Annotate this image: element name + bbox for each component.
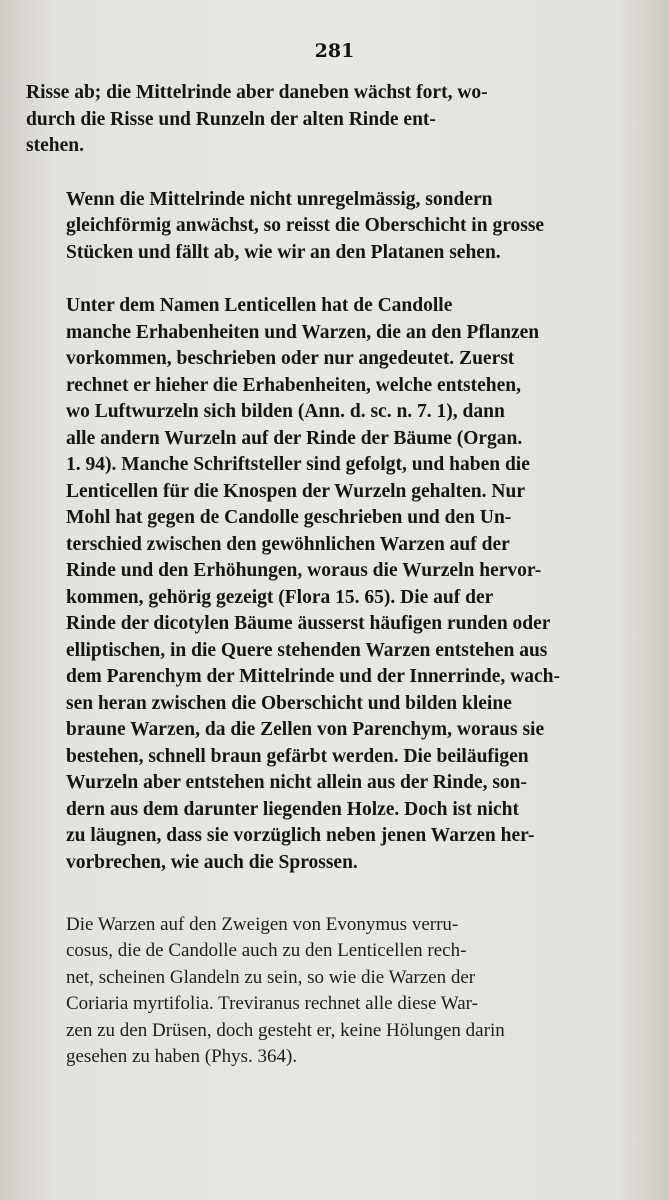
text-line: manche Erhabenheiten und Warzen, die an den Pflanzen (66, 321, 540, 343)
text-line: zen zu den Drüsen, doch gesteht er, keine Hölungen darin (66, 1019, 505, 1041)
text-line: Wurzeln aber entstehen nicht allein aus der Rinde, son- (66, 772, 527, 793)
text-line: cosus, die de Candolle auch zu den Lenticellen rech- (66, 940, 467, 962)
page-text (26, 80, 586, 1070)
text-line: Rinde und den Erhöhungen, woraus die Wurzeln hervor- (66, 560, 542, 581)
page-number: 281 (314, 40, 355, 62)
text-line: elliptischen, in die Quere stehenden Warzen entstehen aus (66, 639, 548, 661)
paragraph-3 (26, 293, 586, 876)
text-line: sen heran zwischen die Oberschicht und bilden kleine (66, 692, 512, 714)
text-line: wo Luftwurzeln sich bilden (Ann. d. sc. n. 7. 1), dann (66, 401, 505, 422)
text-line: net, scheinen Glandeln zu sein, so wie die Warzen der (66, 966, 476, 988)
text-line: Die Warzen auf den Zweigen von Evonymus verru- (66, 914, 459, 935)
text-line: dern aus dem darunter liegenden Holze. Doch ist nicht (66, 798, 520, 820)
text-line: dem Parenchym der Mittelrinde und der Innerrinde, wach- (66, 666, 560, 687)
text-line: terschied zwischen den gewöhnlichen Warzen auf der (66, 533, 510, 555)
text-line: Mohl hat gegen de Candolle geschrieben und den Un- (66, 507, 512, 528)
paragraph-1 (26, 80, 586, 160)
text-line: 1. 94). Manche Schriftsteller sind gefolgt, und haben die (66, 454, 530, 475)
text-line: bestehen, schnell braun gefärbt werden. Die beiläufigen (66, 745, 529, 767)
text-line: kommen, gehörig gezeigt (Flora 15. 65). Die auf der (66, 586, 494, 608)
text-line: vorkommen, beschrieben oder nur angedeutet. Zuerst (66, 348, 515, 369)
text-line: vorbrechen, wie auch die Sprossen. (66, 851, 358, 873)
text-line: Coriaria myrtifolia. Treviranus rechnet alle diese War- (66, 993, 478, 1015)
text-line: gesehen zu haben (Phys. 364). (66, 1046, 298, 1068)
text-line: durch die Risse und Runzeln der alten Rinde ent- (26, 108, 436, 130)
text-line: Rinde der dicotylen Bäume äusserst häufigen runden oder (66, 613, 551, 634)
paragraph-2 (26, 187, 586, 267)
text-line: Wenn die Mittelrinde nicht unregelmässig, sondern (66, 188, 493, 210)
text-line: Lenticellen für die Knospen der Wurzeln gehalten. Nur (66, 480, 525, 502)
text-line: stehen. (26, 135, 84, 156)
text-line: rechnet er hieher die Erhabenheiten, welche entstehen, (66, 374, 521, 396)
text-line: alle andern Wurzeln auf der Rinde der Bäume (Organ. (66, 427, 523, 449)
text-line: Unter dem Namen Lenticellen hat de Candolle (66, 295, 453, 316)
text-line: braune Warzen, da die Zellen von Parenchym, woraus sie (66, 719, 545, 740)
text-line: Stücken und fällt ab, wie wir an den Platanen sehen. (66, 241, 501, 263)
text-line: zu läugnen, dass sie vorzüglich neben jenen Warzen her- (66, 825, 535, 846)
text-line: Risse ab; die Mittelrinde aber daneben wächst fort, wo- (26, 82, 488, 103)
paragraph-4 (26, 912, 586, 1070)
text-line: gleichförmig anwächst, so reisst die Oberschicht in grosse (66, 215, 545, 236)
